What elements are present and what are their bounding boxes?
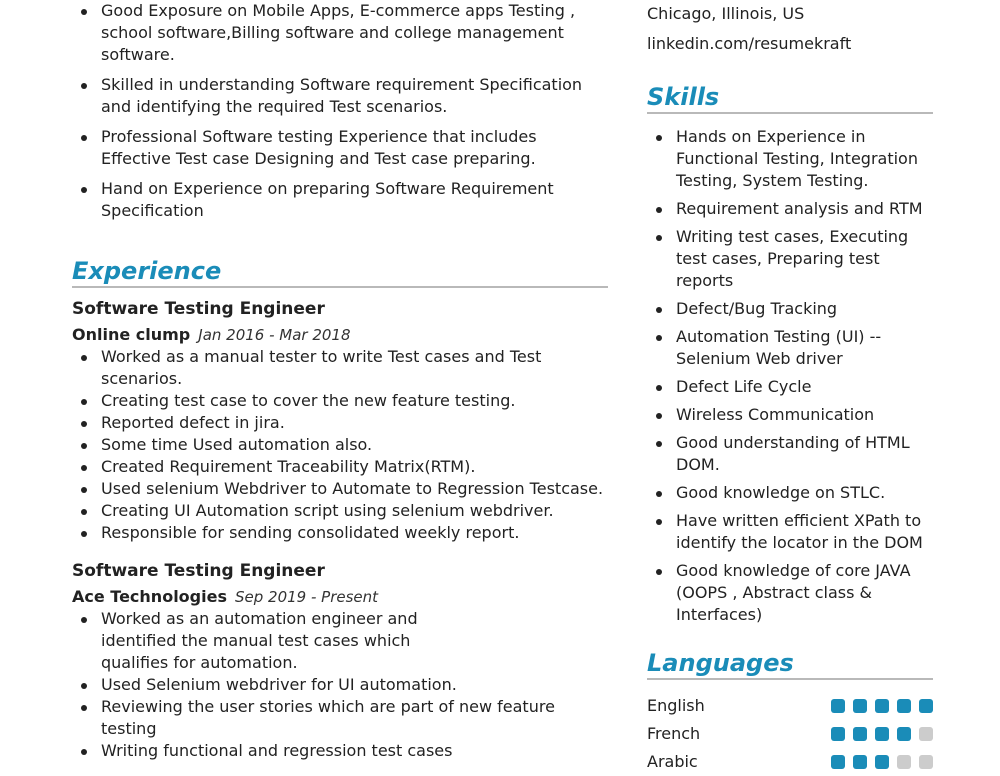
job-bullet: Reviewing the user stories which are part of new feature testing <box>72 696 608 740</box>
rating-dot-filled <box>831 699 845 713</box>
job-bullet: Used Selenium webdriver for UI automation. <box>72 674 608 696</box>
job-entry <box>72 298 608 544</box>
language-name: Arabic <box>647 752 698 771</box>
job-dates: Sep 2019 - Present <box>234 588 379 606</box>
job-bullets <box>72 608 608 762</box>
contact-linkedin[interactable]: linkedin.com/resumekraft <box>647 34 852 53</box>
job-dates: Jan 2016 - Mar 2018 <box>198 326 351 344</box>
company-line <box>72 324 608 346</box>
skill-item: Hands on Experience in Functional Testing, Integration Testing, System Testing. <box>647 126 933 192</box>
rating-dot-filled <box>853 727 867 741</box>
language-name: French <box>647 724 701 743</box>
job-bullet: Worked as a manual tester to write Test cases and Test scenarios. <box>72 346 608 390</box>
job-bullet: Some time Used automation also. <box>72 434 608 456</box>
job-bullet: Worked as an automation engineer and identified the manual test cases which qualifies for automation. <box>72 608 421 674</box>
skill-item: Requirement analysis and RTM <box>647 198 933 220</box>
rating-dot-filled <box>853 755 867 769</box>
job-bullets <box>72 346 608 544</box>
language-rating <box>823 699 933 713</box>
rating-dot-filled <box>897 699 911 713</box>
language-row <box>647 692 933 720</box>
skill-item: Defect Life Cycle <box>647 376 933 398</box>
rating-dot-filled <box>875 699 889 713</box>
job-bullet: Writing functional and regression test cases <box>72 740 608 762</box>
rating-dot-filled <box>897 727 911 741</box>
job-bullet: Reported defect in jira. <box>72 412 608 434</box>
summary-item: Professional Software testing Experience that includes Effective Test case Designing and Test case preparing. <box>72 126 608 170</box>
rating-dot-empty <box>919 755 933 769</box>
languages-heading: Languages <box>647 648 933 680</box>
language-rating <box>823 755 933 769</box>
skills-heading: Skills <box>647 82 933 114</box>
summary-item: Good Exposure on Mobile Apps, E-commerce apps Testing , school software,Billing software and college management software. <box>72 0 608 66</box>
summary-item: Skilled in understanding Software requirement Specification and identifying the required Test scenarios. <box>72 74 608 118</box>
rating-dot-filled <box>919 699 933 713</box>
left-column <box>72 0 608 762</box>
job-bullet: Responsible for sending consolidated weekly report. <box>72 522 608 544</box>
company-line <box>72 586 608 608</box>
right-column <box>647 0 933 776</box>
rating-dot-filled <box>853 699 867 713</box>
company-name: Online clump <box>72 325 191 344</box>
rating-dot-filled <box>831 727 845 741</box>
summary-list <box>72 0 608 222</box>
language-row <box>647 748 933 776</box>
rating-dot-filled <box>875 727 889 741</box>
skills-list <box>647 126 933 626</box>
skill-item: Good knowledge on STLC. <box>647 482 933 504</box>
language-name: English <box>647 696 705 715</box>
company-name: Ace Technologies <box>72 587 227 606</box>
rating-dot-filled <box>875 755 889 769</box>
skill-item: Good understanding of HTML DOM. <box>647 432 933 476</box>
rating-dot-filled <box>831 755 845 769</box>
job-bullet: Creating UI Automation script using selenium webdriver. <box>72 500 608 522</box>
skill-item: Wireless Communication <box>647 404 933 426</box>
job-title: Software Testing Engineer <box>72 561 325 581</box>
skill-item: Have written efficient XPath to identify the locator in the DOM <box>647 510 933 554</box>
experience-heading: Experience <box>72 256 608 288</box>
job-entry <box>72 560 608 762</box>
skill-item: Defect/Bug Tracking <box>647 298 933 320</box>
skill-item: Writing test cases, Executing test cases, Preparing test reports <box>647 226 933 292</box>
job-bullet: Created Requirement Traceability Matrix(RTM). <box>72 456 608 478</box>
languages-list <box>647 692 933 776</box>
job-bullet: Used selenium Webdriver to Automate to Regression Testcase. <box>72 478 608 500</box>
job-title: Software Testing Engineer <box>72 299 325 319</box>
language-row <box>647 720 933 748</box>
summary-item: Hand on Experience on preparing Software Requirement Specification <box>72 178 608 222</box>
skill-item: Automation Testing (UI) -- Selenium Web driver <box>647 326 933 370</box>
job-bullet: Creating test case to cover the new feature testing. <box>72 390 608 412</box>
rating-dot-empty <box>897 755 911 769</box>
rating-dot-empty <box>919 727 933 741</box>
language-rating <box>823 727 933 741</box>
skill-item: Good knowledge of core JAVA (OOPS , Abstract class & Interfaces) <box>647 560 933 626</box>
contact-location: Chicago, Illinois, US <box>647 4 805 23</box>
